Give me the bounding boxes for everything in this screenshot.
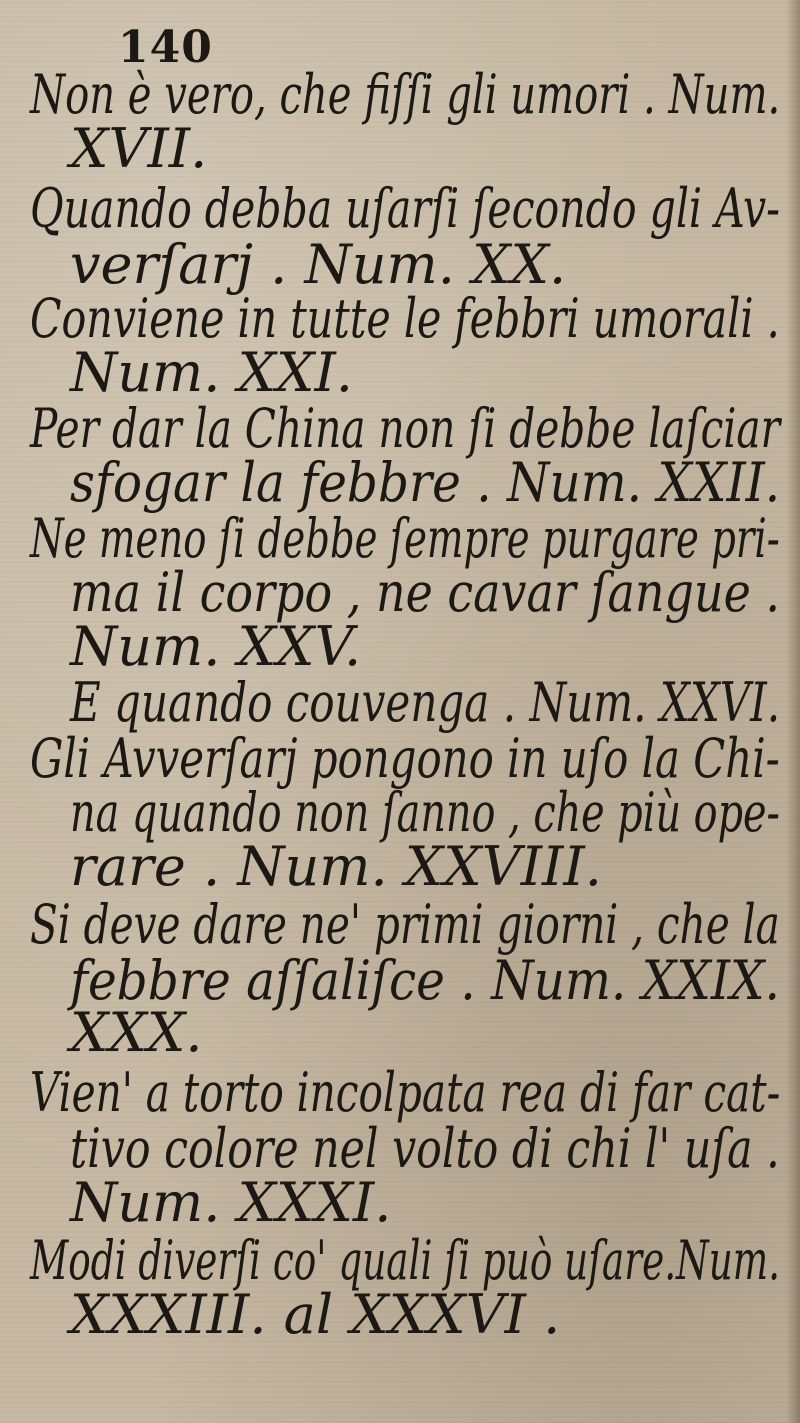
entry-line: Conviene in tutte le febbri umorali . <box>30 287 780 350</box>
entry-line: Vien' a torto incolpata rea di far cat- <box>30 1061 781 1124</box>
entry-line: Num. XXXI. <box>70 1171 392 1234</box>
entry-line: Num. XXV. <box>70 615 362 678</box>
entry-line: Ne meno ſi debbe ſempre purgare pri- <box>30 507 780 570</box>
entry-line: rare . Num. XXVIII. <box>70 835 602 898</box>
entry-line: E quando couvenga . Num. XXVI. <box>70 671 781 734</box>
entry-line: XVII. <box>70 117 208 180</box>
page-edge-shadow <box>786 0 800 1423</box>
entry-line: Non è vero, che fiſſi gli umori . Num. <box>30 63 781 126</box>
entry-line: Si deve dare ne' primi giorni , che la <box>30 893 780 956</box>
entry-line: tivo colore nel volto di chi l' uſa . <box>70 1117 780 1180</box>
entry-line: ma il corpo , ne cavar ſangue . <box>70 561 781 624</box>
entry-line: XXXIII. al XXXVI . <box>70 1283 561 1346</box>
entry-line: XXX. <box>70 1001 203 1064</box>
entry-line: Per dar la China non ſi debbe laſciar <box>30 397 781 460</box>
entry-line: na quando non ſanno , che più ope- <box>70 781 780 844</box>
entry-line: sfogar la febbre . Num. XXII. <box>70 451 781 514</box>
entry-line: Modi diverſi co' quali ſi può uſare.Num. <box>30 1229 781 1292</box>
entry-line: Num. XXI. <box>70 341 353 404</box>
entry-line: febbre aſſaliſce . Num. XXIX. <box>70 949 780 1012</box>
entry-line: verſarj . Num. XX. <box>70 233 567 296</box>
entry-line: Quando debba uſarſi ſecondo gli Av- <box>30 177 781 240</box>
page-number: 140 <box>118 22 213 73</box>
entry-line: Gli Avverſarj pongono in uſo la Chi- <box>30 727 780 790</box>
